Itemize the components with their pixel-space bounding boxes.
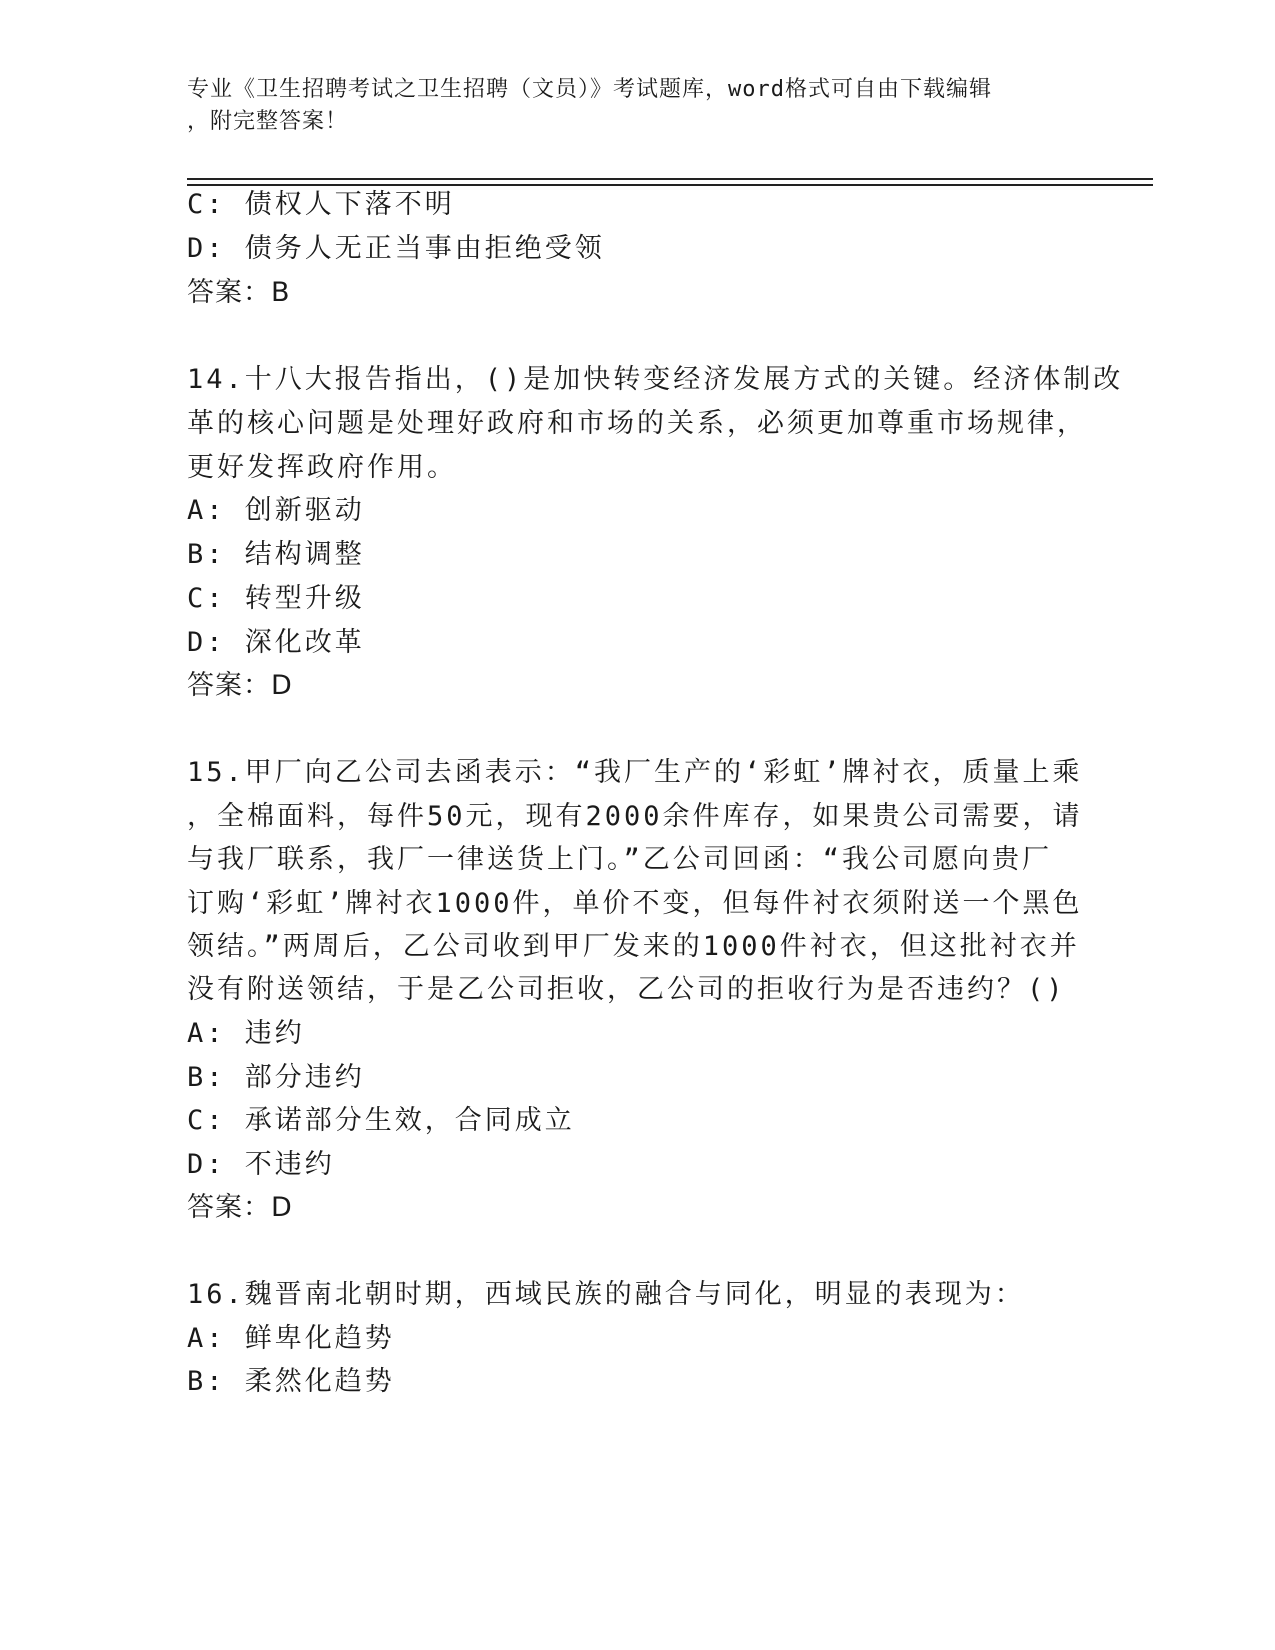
option-c: C: 转型升级 (187, 583, 365, 614)
question-stem-line: 订购‘彩虹’牌衬衣1000件，单价不变，但每件衬衣须附送一个黑色 (187, 888, 1083, 919)
document-header (187, 74, 1067, 138)
option-a: A: 鲜卑化趋势 (187, 1323, 395, 1354)
question-stem-line: 革的核心问题是处理好政府和市场的关系，必须更加尊重市场规律， (187, 408, 1087, 439)
option-c: C: 承诺部分生效，合同成立 (187, 1105, 575, 1136)
question-stem-line: 与我厂联系，我厂一律送货上门。”乙公司回函：“我公司愿向贵厂 (187, 844, 1053, 875)
question-stem-line: 领结。”两周后，乙公司收到甲厂发来的1000件衬衣，但这批衬衣并 (187, 931, 1080, 962)
option-a: A: 创新驱动 (187, 495, 365, 526)
option-d: D: 深化改革 (187, 627, 365, 658)
option-b: B: 柔然化趋势 (187, 1366, 395, 1397)
option-d: D: 债务人无正当事由拒绝受领 (187, 233, 605, 264)
question-stem-line: 16.魏晋南北朝时期，西域民族的融合与同化，明显的表现为： (187, 1279, 1025, 1310)
option-b: B: 部分违约 (187, 1062, 365, 1093)
question-stem-line: 没有附送领结，于是乙公司拒收，乙公司的拒收行为是否违约？() (187, 974, 1066, 1005)
question-stem-line: 14.十八大报告指出，()是加快转变经济发展方式的关键。经济体制改 (187, 364, 1124, 395)
question-stem-line: 更好发挥政府作用。 (187, 452, 457, 483)
question-stem-line: 15.甲厂向乙公司去函表示：“我厂生产的‘彩虹’牌衬衣，质量上乘 (187, 757, 1083, 788)
header-line-1: 专业《卫生招聘考试之卫生招聘（文员）》考试题库，word格式可自由下载编辑 (187, 77, 992, 102)
header-divider-top (187, 178, 1153, 180)
option-b: B: 结构调整 (187, 539, 365, 570)
option-a: A: 违约 (187, 1018, 305, 1049)
header-line-2: ，附完整答案！ (187, 109, 349, 134)
answer: 答案：B (187, 277, 291, 308)
answer: 答案：D (187, 1192, 293, 1223)
answer: 答案：D (187, 670, 293, 701)
option-d: D: 不违约 (187, 1149, 335, 1180)
question-stem-line: ，全棉面料，每件50元，现有2000余件库存，如果贵公司需要，请 (187, 801, 1083, 832)
option-c: C: 债权人下落不明 (187, 189, 455, 220)
